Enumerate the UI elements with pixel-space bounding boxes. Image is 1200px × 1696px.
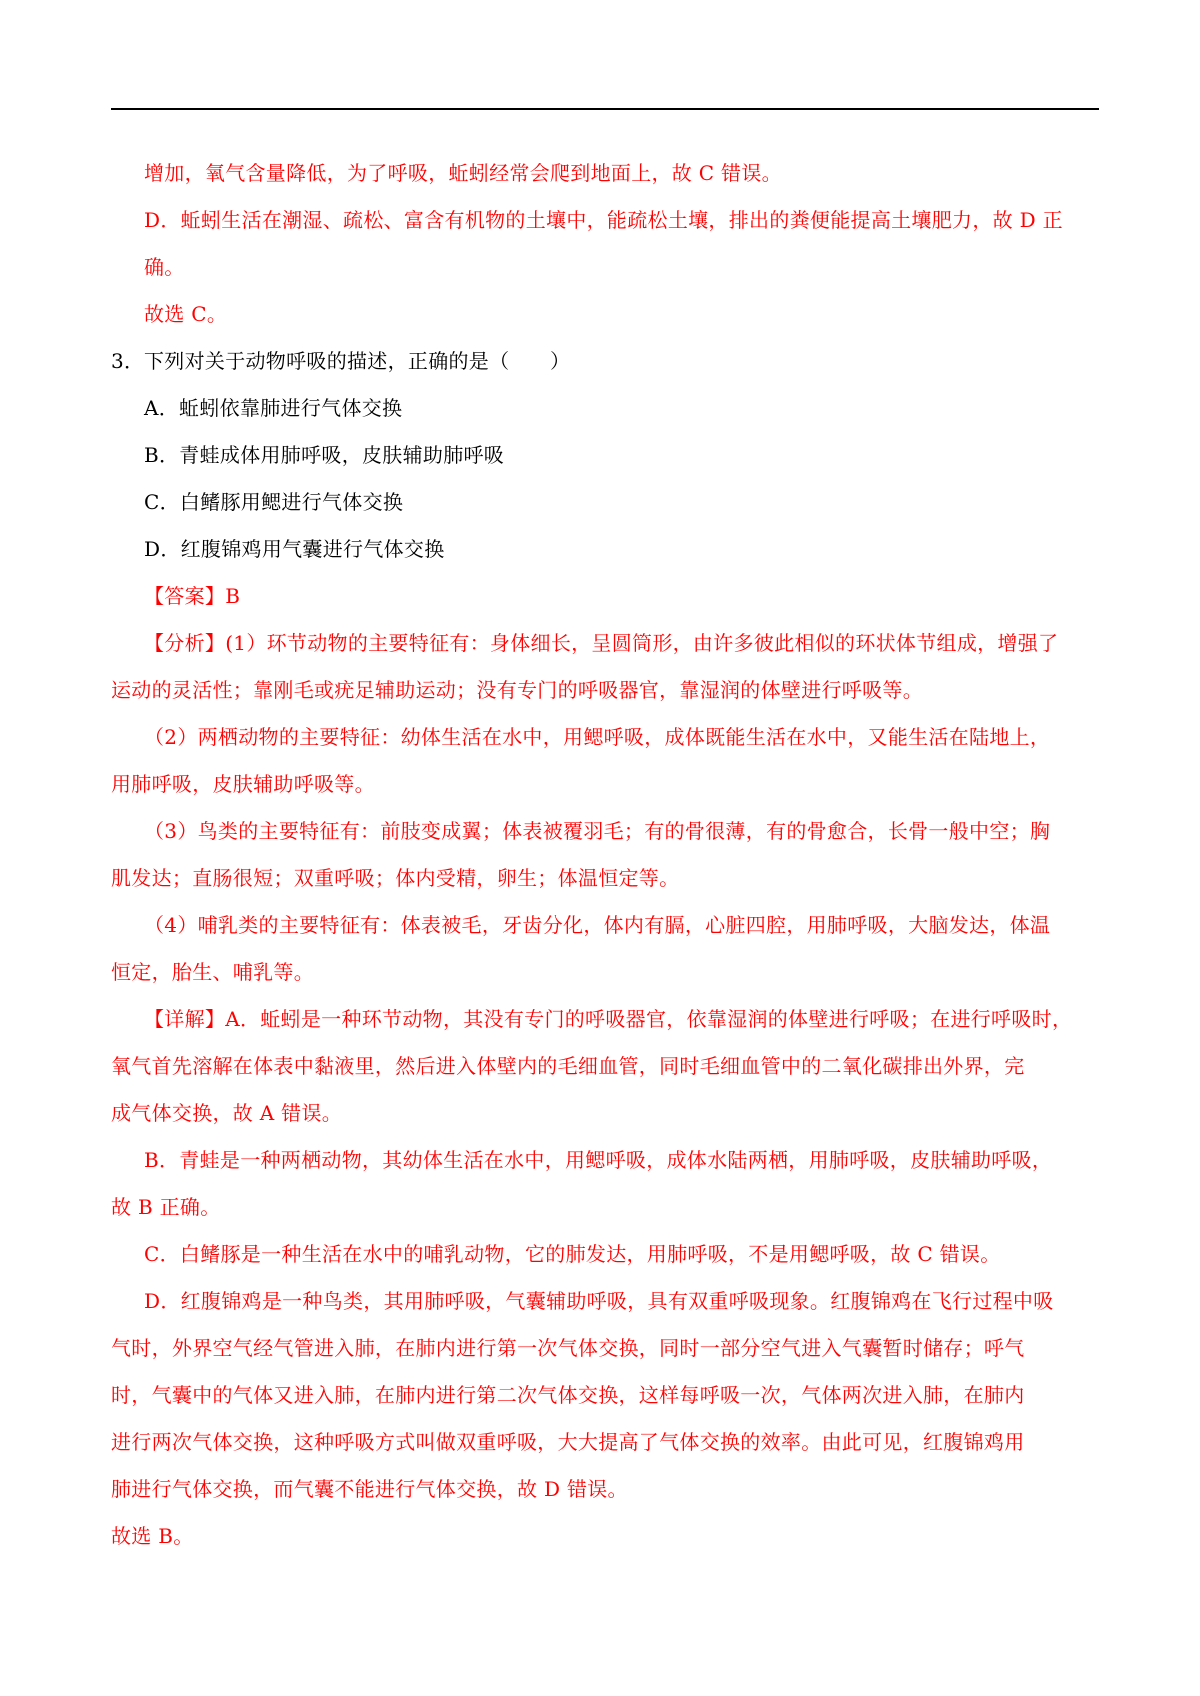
detail-tag: 【详解】 [144,1007,226,1031]
header-rule [111,108,1099,110]
analysis-tag: 【分析】 [144,631,226,655]
detail-d-line2: 气时，外界空气经气管进入肺，在肺内进行第一次气体交换，同时一部分空气进入气囊暂时储存；呼气 [111,1336,1025,1360]
detail-a-line1 [111,996,1099,1043]
option-c: C．白鳍豚用鳃进行气体交换 [144,490,404,514]
detail-d-line4: 进行两次气体交换，这种呼吸方式叫做双重呼吸，大大提高了气体交换的效率。由此可见，红腹锦鸡用 [111,1430,1025,1454]
detail-b-line1: B．青蛙是一种两栖动物，其幼体生活在水中，用鳃呼吸，成体水陆两栖，用肺呼吸，皮肤辅助呼吸， [144,1148,1053,1172]
analysis-p1-line2: 运动的灵活性；靠刚毛或疣足辅助运动；没有专门的呼吸器官，靠湿润的体壁进行呼吸等。 [111,678,923,702]
document-content [111,150,1099,1560]
option-d: D．红腹锦鸡用气囊进行气体交换 [144,537,445,561]
option-a: A．蚯蚓依靠肺进行气体交换 [144,396,403,420]
analysis-p2-line2: 用肺呼吸，皮肤辅助呼吸等。 [111,772,375,796]
detail-a-line3: 成气体交换，故 A 错误。 [111,1101,343,1125]
prev-answer-d-line2: 确。 [144,255,185,279]
option-b: B．青蛙成体用肺呼吸，皮肤辅助肺呼吸 [144,443,505,467]
question-number: 3． [111,349,145,373]
detail-d-line1: D．红腹锦鸡是一种鸟类，其用肺呼吸，气囊辅助呼吸，具有双重呼吸现象。红腹锦鸡在飞行过程中吸 [144,1289,1054,1313]
detail-d-line3: 时，气囊中的气体又进入肺，在肺内进行第二次气体交换，这样每呼吸一次，气体两次进入肺，在肺内 [111,1383,1025,1407]
analysis-p1-line1 [111,620,1099,667]
analysis-p2-line1: （2）两栖动物的主要特征：幼体生活在水中，用鳃呼吸，成体既能生活在水中，又能生活在陆地上， [144,725,1051,749]
detail-a-text: A．蚯蚓是一种环节动物，其没有专门的呼吸器官，依靠湿润的体壁进行呼吸；在进行呼吸时， [225,1007,1073,1031]
prev-answer-d-line1: D．蚯蚓生活在潮湿、疏松、富含有机物的土壤中，能疏松土壤，排出的粪便能提高土壤肥力，故 D 正 [144,208,1063,232]
question-stem: 下列对关于动物呼吸的描述，正确的是（ ） [144,349,571,373]
detail-conclusion: 故选 B。 [111,1524,194,1548]
prev-answer-c-end: 增加，氧气含量降低，为了呼吸，蚯蚓经常会爬到地面上，故 C 错误。 [144,161,782,185]
analysis-p4-line2: 恒定，胎生、哺乳等。 [111,960,314,984]
analysis-p1-text: (1）环节动物的主要特征有：身体细长，呈圆筒形，由许多彼此相似的环状体节组成，增强了 [225,631,1059,655]
answer-value: B [225,584,241,608]
detail-b-line2: 故 B 正确。 [111,1195,221,1219]
detail-d-line5: 肺进行气体交换，而气囊不能进行气体交换，故 D 错误。 [111,1477,628,1501]
question-stem-line [111,338,1099,385]
prev-answer-conclusion: 故选 C。 [144,302,228,326]
analysis-p4-line1: （4）哺乳类的主要特征有：体表被毛，牙齿分化，体内有膈，心脏四腔，用肺呼吸，大脑发达，体温 [144,913,1051,937]
answer-tag: 【答案】 [144,584,226,608]
analysis-p3-line1: （3）鸟类的主要特征有：前肢变成翼；体表被覆羽毛；有的骨很薄，有的骨愈合，长骨一般中空；胸 [144,819,1051,843]
detail-c-line1: C．白鳍豚是一种生活在水中的哺乳动物，它的肺发达，用肺呼吸，不是用鳃呼吸，故 C 错误。 [144,1242,1001,1266]
analysis-p3-line2: 肌发达；直肠很短；双重呼吸；体内受精，卵生；体温恒定等。 [111,866,680,890]
detail-a-line2: 氧气首先溶解在体表中黏液里，然后进入体壁内的毛细血管，同时毛细血管中的二氧化碳排出外界，完 [111,1054,1025,1078]
answer-line [111,573,1099,620]
